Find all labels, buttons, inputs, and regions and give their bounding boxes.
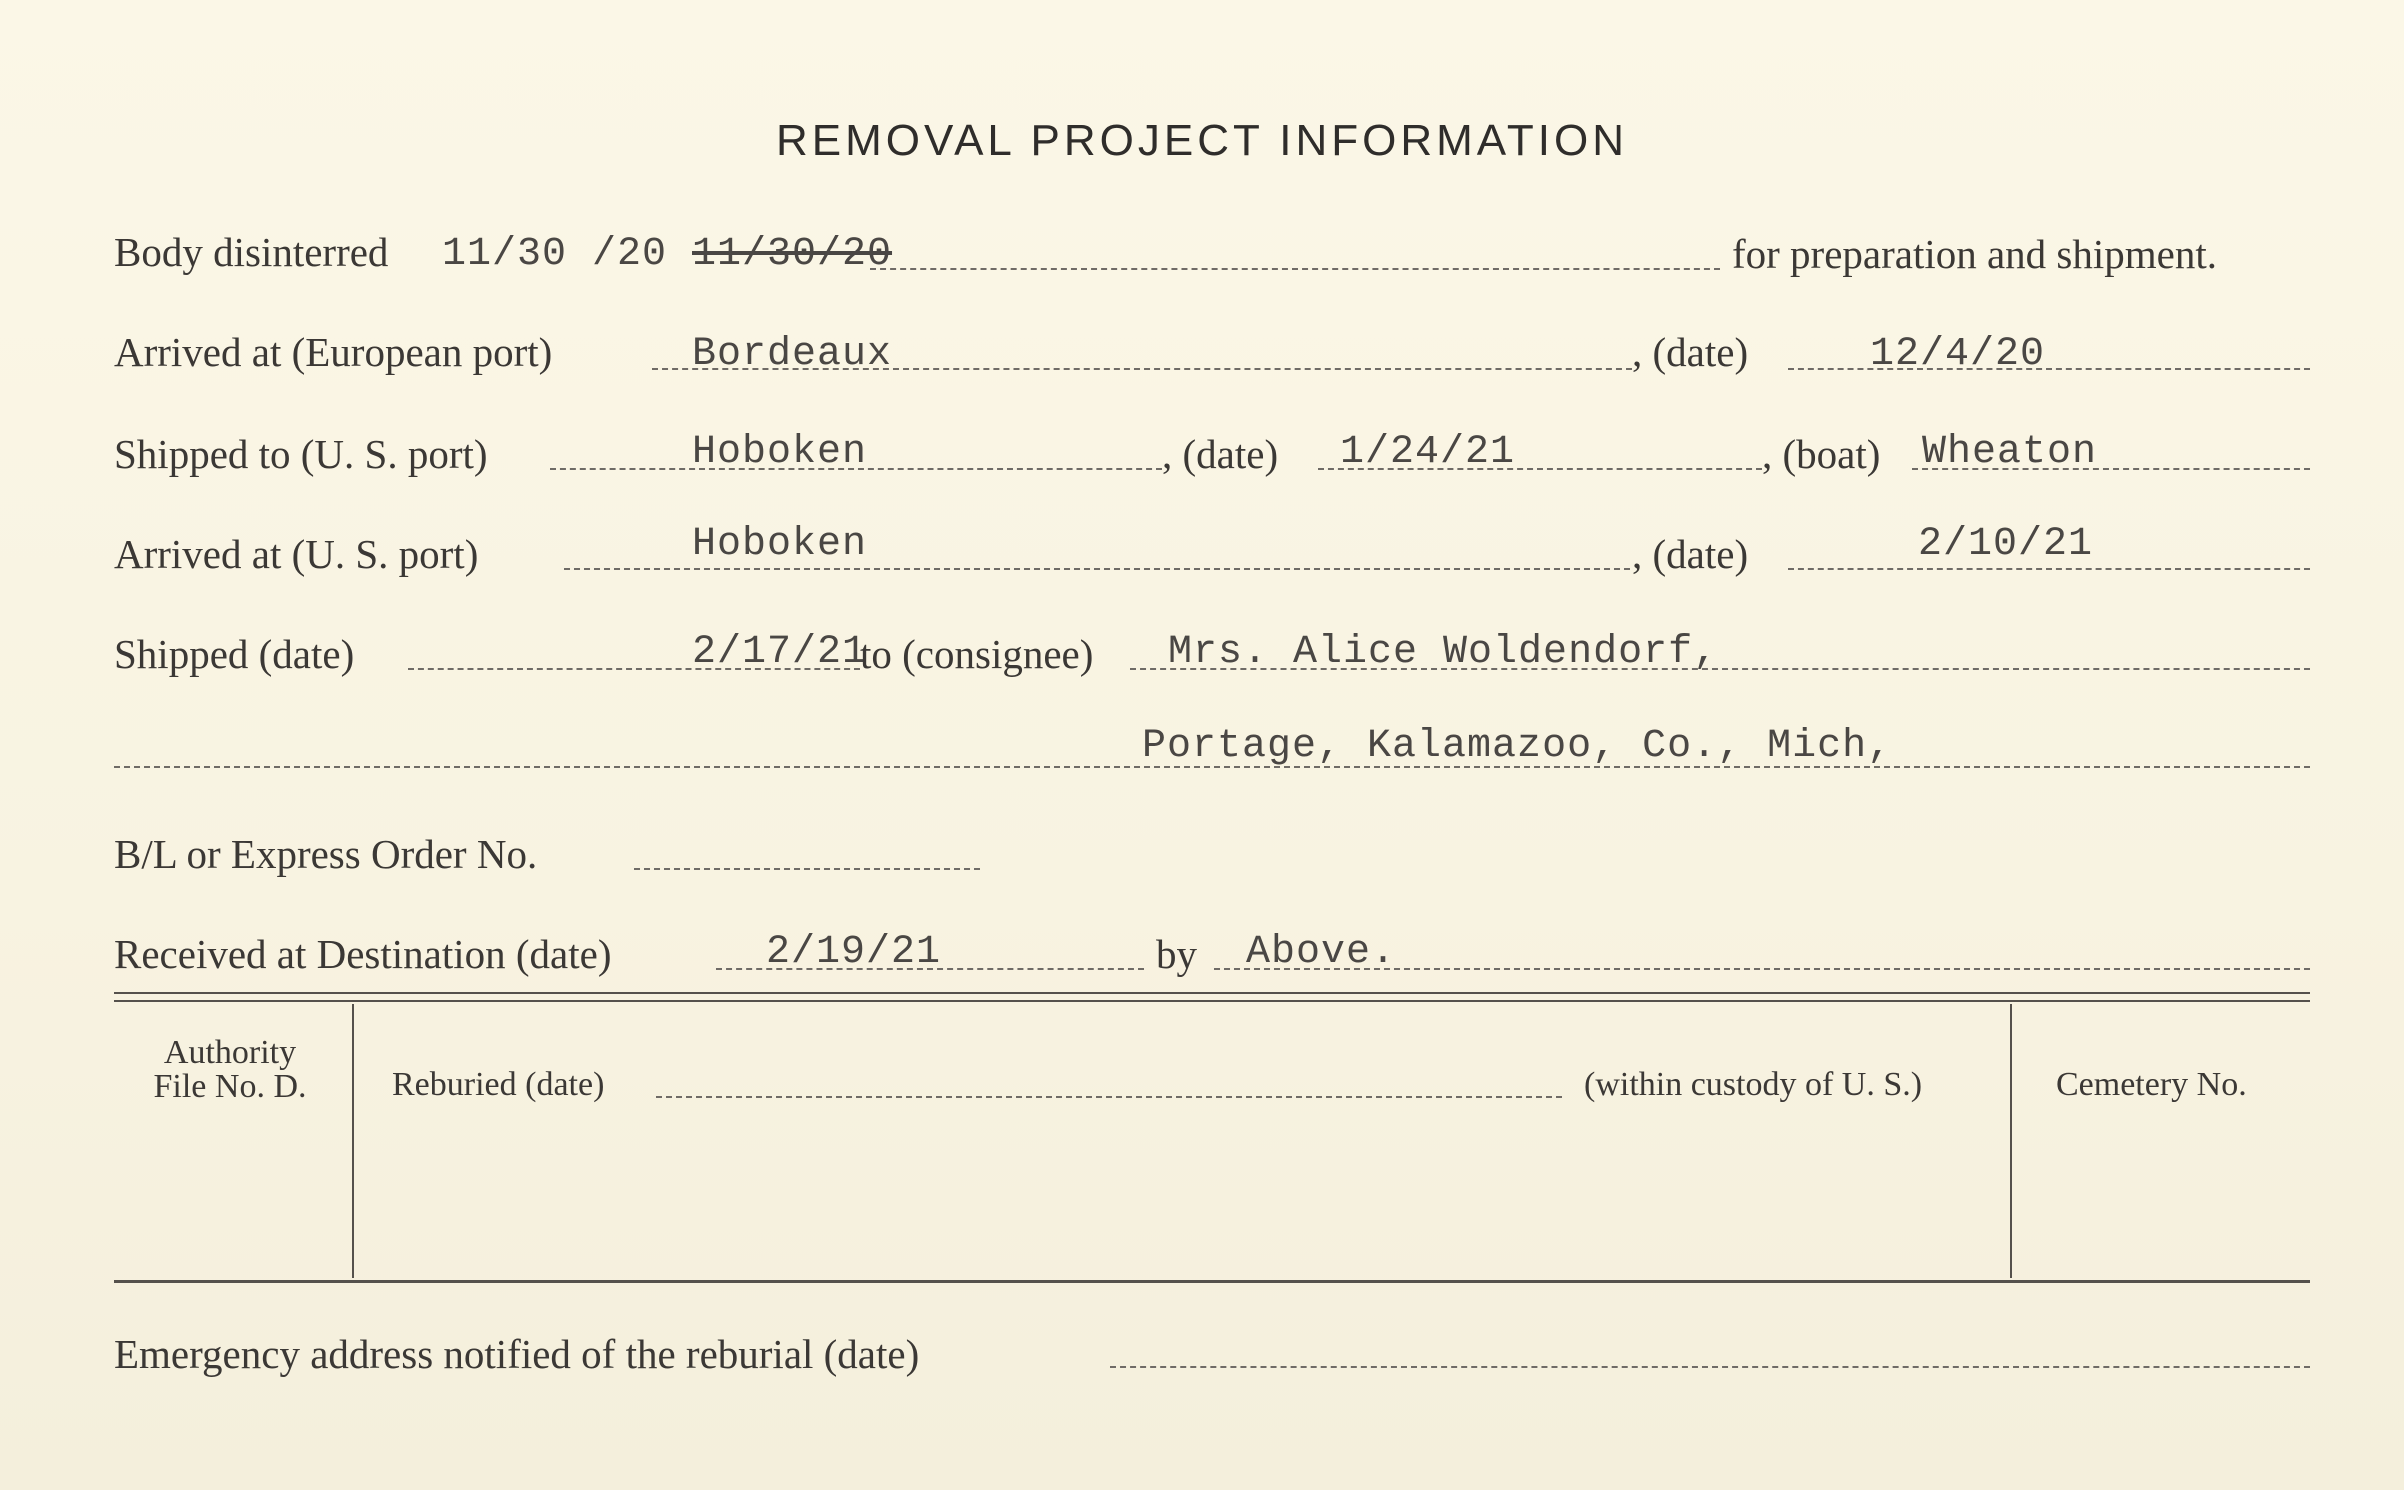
arrived-us-date-value: 2/10/21 <box>1918 522 2094 567</box>
body-disinterred-label: Body disinterred <box>114 229 389 275</box>
bl-line <box>634 868 980 870</box>
shipped-to-label: Shipped to (U. S. port) <box>114 431 488 477</box>
arrived-european-date-label: , (date) <box>1632 329 1749 375</box>
card-title <box>0 116 2404 166</box>
consignee-value: Mrs. Alice Woldendorf, <box>1168 630 1719 675</box>
shipped-date-label: Shipped (date) <box>114 631 355 677</box>
authority-label: Authority <box>163 1034 297 1071</box>
bl-label: B/L or Express Order No. <box>114 831 538 877</box>
boat-label: , (boat) <box>1762 431 1881 477</box>
received-value: 2/19/21 <box>766 930 942 975</box>
arrived-european-value: Bordeaux <box>692 332 893 377</box>
emergency-line <box>1110 1366 2310 1368</box>
arrived-european-date-value: 12/4/20 <box>1870 332 2046 377</box>
double-rule-bottom <box>114 1000 2310 1002</box>
arrived-us-value: Hoboken <box>692 522 868 567</box>
boat-value: Wheaton <box>1922 430 2098 475</box>
body-disinterred-line <box>870 268 1720 270</box>
consignee-address-value: Portage, Kalamazoo, Co., Mich, <box>1142 724 1893 769</box>
cemetery-label: Cemetery No. <box>2056 1066 2247 1103</box>
arrived-us-line <box>564 568 1630 570</box>
consignee-label: to (consignee) <box>860 631 1094 677</box>
received-label: Received at Destination (date) <box>114 931 612 977</box>
arrived-us-label: Arrived at (U. S. port) <box>114 531 479 577</box>
shipped-to-value: Hoboken <box>692 430 868 475</box>
box-bottom-rule <box>114 1280 2310 1283</box>
arrived-european-label: Arrived at (European port) <box>114 329 553 375</box>
reburied-line <box>656 1096 1562 1098</box>
shipped-to-date-value: 1/24/21 <box>1340 430 1516 475</box>
double-rule-top <box>114 992 2310 994</box>
by-label: by <box>1156 931 1197 977</box>
box-divider-right <box>2010 1004 2012 1278</box>
card-title-text: REMOVAL PROJECT INFORMATION <box>776 116 1628 165</box>
for-preparation-label: for preparation and shipment. <box>1732 231 2218 277</box>
shipped-to-date-label: , (date) <box>1162 431 1279 477</box>
custody-label: (within custody of U. S.) <box>1584 1066 1923 1103</box>
reburied-label: Reburied (date) <box>392 1066 605 1103</box>
shipped-date-value: 2/17/21 <box>692 630 868 675</box>
box-divider-left <box>352 1004 354 1278</box>
body-disinterred-struck-value: 11/30/20 <box>692 232 893 277</box>
emergency-label: Emergency address notified of the reburial (date) <box>114 1331 920 1377</box>
body-disinterred-value: 11/30 /20 <box>442 232 668 277</box>
by-value: Above. <box>1246 930 1397 975</box>
arrived-european-date-line <box>1788 368 2310 370</box>
arrived-us-date-line <box>1788 568 2310 570</box>
file-no-label: File No. D. <box>153 1068 307 1105</box>
arrived-us-date-label: , (date) <box>1632 531 1749 577</box>
